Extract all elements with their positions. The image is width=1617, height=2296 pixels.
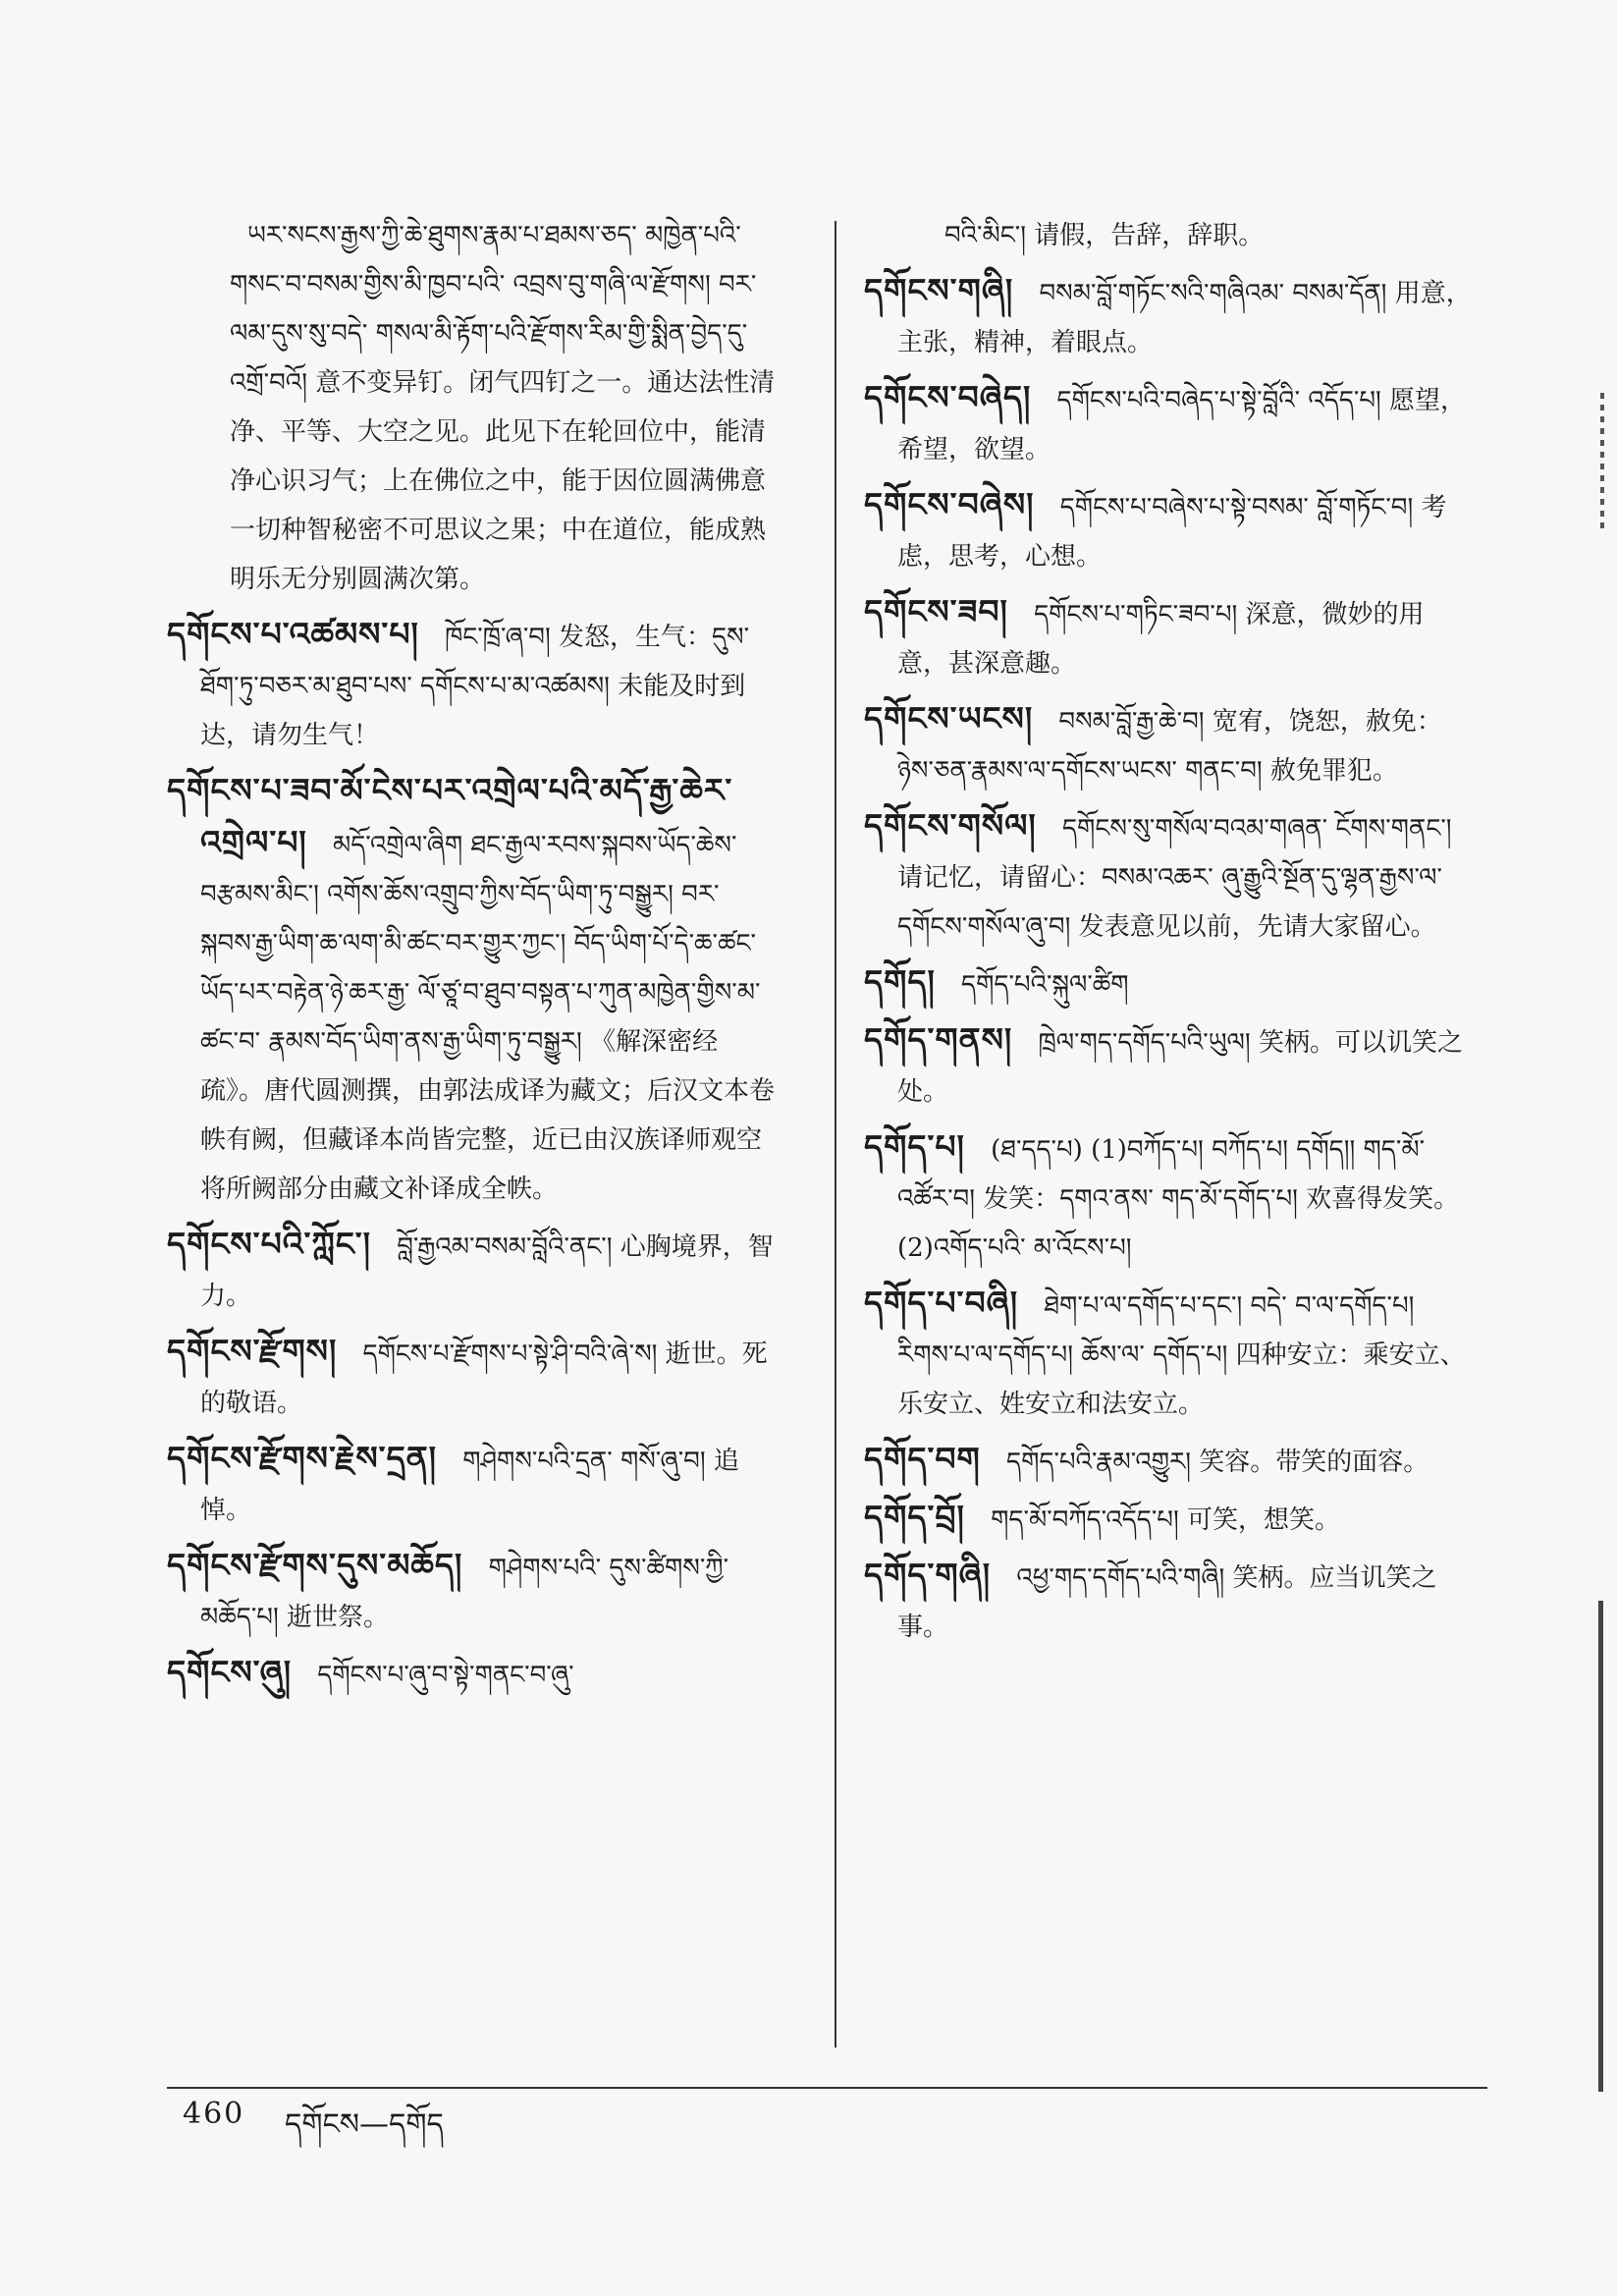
- dictionary-entry: [167, 1434, 776, 1535]
- entry-definition: གཤེགས་པའི་དྲན་ གསོ་ཞུ་བ། 追悼。: [200, 1447, 739, 1525]
- entry-definition: ཁྲེལ་གད་དགོད་པའི་ཡུལ། 笑柄。可以讥笑之处。: [897, 1028, 1463, 1107]
- entry-definition: དགོངས་སུ་གསོལ་བའམ་གཞན་ ངོགས་གནང་། 请记忆，请留心：བསམ་འཆར་ ཞུ་རྒྱུའི་སྔོན་དུ་ལྷན་རྒྱས་ལ་དགོངས་གསོལ་ཞུ་བ། 发表意见以前，先请大家留心。: [897, 814, 1452, 942]
- page-edge-mark: [1598, 1601, 1603, 2092]
- footer-rule: [167, 2087, 1487, 2089]
- dictionary-entry: [167, 1541, 776, 1642]
- page-edge-mark: [1600, 393, 1604, 530]
- dictionary-entry: [167, 610, 776, 760]
- running-head: དགོངས—དགོད: [285, 2107, 444, 2142]
- entry-definition: དགོངས་པ་ཞུ་བ་སྟེ་གནང་བ་ཞུ་: [317, 1661, 574, 1690]
- dictionary-entry: [864, 211, 1473, 260]
- entry-headword: དགོད་བག: [864, 1440, 981, 1478]
- entry-headword: དགོངས་ཟབ།: [864, 592, 1008, 630]
- entry-headword: དགོངས་པ་ཟབ་མོ་ངེས་པར་འགྲེལ་པའི་མདོ་རྒྱ་ཆེར་འགྲེལ་པ།: [167, 771, 733, 861]
- dictionary-entry: [864, 1493, 1473, 1545]
- entry-definition: ཁོང་ཁྲོ་ཞ་བ། 发怒，生气：དུས་ཐོག་ཏུ་བཅར་མ་ཐུབ་པས་ དགོངས་པ་མ་འཚམས། 未能及时到达，请勿生气！: [200, 623, 750, 750]
- entry-definition: མདོ་འགྲེལ་ཞིག ཐང་རྒྱལ་རབས་སྐབས་ཡོད་ཆེས་བརྩམས་མིང་། འགོས་ཆོས་འགྲུབ་ཀྱིས་བོད་ཡིག་ཏུ་བསྒྱུར། བར་ སྐབས་རྒྱ་ཡིག་ཆ་ལག་མི་ཚང་བར་གྱུར་ཀྱང་། བོད་ཡིག་པོ་དེ་ཆ་ཚང་ཡོད་པར་བརྟེན་ཉེ་ཆར་རྒྱ་ ལོ་ཙཱ་བ་ཐུབ་བསྟན་པ་ཀུན་མཁྱེན་གྱིས་མ་ཚང་བ་ རྣམས་བོད་ཡིག་ནས་རྒྱ་ཡིག་ཏུ་བསྒྱུར། 《解深密经疏》。唐代圆测撰，由郭法成译为藏文；后汉文本卷帙有阙，但藏译本尚皆完整，近已由汉族译师观空将所阙部分由藏文补译成全帙。: [200, 831, 776, 1204]
- dictionary-entry: [167, 211, 776, 604]
- entry-headword: དགོངས་བཞེད།: [864, 378, 1032, 416]
- entry-headword: དགོད་བྲོ།: [864, 1498, 965, 1536]
- entry-definition: དགོངས་པ་གཏིང་ཟབ་པ། 深意，微妙的用意，甚深意趣。: [897, 600, 1425, 679]
- entry-headword: དགོད།: [864, 962, 936, 1001]
- entry-definition: བསམ་བློ་རྒྱ་ཆེ་བ། 宽宥，饶恕，赦免：ཉེས་ཅན་རྣམས་ལ་དགོངས་ཡངས་ གནང་བ། 赦免罪犯。: [897, 707, 1442, 786]
- entry-headword: དགོད་གཞི།: [864, 1556, 992, 1594]
- column-divider: [835, 221, 836, 2048]
- entry-definition: གཤེགས་པའི་ དུས་ཚིགས་ཀྱི་མཆོད་པ། 逝世祭。: [200, 1554, 729, 1632]
- entry-headword: དགོད་པ།: [864, 1127, 965, 1166]
- entry-definition: བའི་མིང་། 请假，告辞，辞职。: [944, 221, 1265, 250]
- entry-definition: (ཐ་དད་པ) (1)བཀོད་པ། བཀོད་པ། དགོད།། གད་མོ་འཚོར་བ། 发笑：དགའ་ནས་ གད་མོ་དགོད་པ། 欢喜得发笑。(2)འགོད་པའི་ མ་འོངས་པ།: [897, 1135, 1460, 1263]
- entry-headword: དགོངས་བཞེས།: [864, 485, 1035, 523]
- dictionary-entry: [864, 1122, 1473, 1273]
- dictionary-entry: [167, 1327, 776, 1428]
- entry-headword: དགོངས་པ་འཚམས་པ།: [167, 615, 419, 653]
- dictionary-entry: [864, 373, 1473, 474]
- entry-headword: དགོངས་གཞི།: [864, 271, 1014, 309]
- entry-definition: དགོངས་པ་བཞེས་པ་སྟེ་བསམ་ བློ་གཏོང་བ། 考虑，思考，心想。: [897, 493, 1447, 572]
- entry-headword: དགོངས་རྫོགས་རྗེས་དྲན།: [167, 1439, 438, 1477]
- right-column: [864, 211, 1473, 1658]
- entry-definition: གད་མོ་བཀོད་འདོད་པ། 可笑，想笑。: [991, 1505, 1341, 1535]
- left-column: [167, 211, 776, 1706]
- entry-definition: དགོད་པའི་སྐུལ་ཚིག: [961, 970, 1129, 1000]
- entry-definition: ཐེག་པ་ལ་དགོད་པ་དང་། བདེ་ བ་ལ་དགོད་པ། རིགས་པ་ལ་དགོད་པ། ཆོས་ལ་ དགོད་པ། 四种安立：乘安立、乐安立、姓安立和法安立。: [897, 1291, 1466, 1419]
- entry-definition: དགོངས་པ་རྫོགས་པ་སྟེ་ཤི་བའི་ཞེ་ས། 逝世。死的敬语。: [200, 1339, 768, 1418]
- dictionary-entry: [864, 1435, 1473, 1487]
- dictionary-entry: [167, 1220, 776, 1321]
- entry-definition: བློ་རྒྱའམ་བསམ་བློའི་ནང་། 心胸境界，智力。: [200, 1232, 774, 1311]
- entry-definition: བསམ་བློ་གཏོང་སའི་གཞིའམ་ བསམ་དོན། 用意，主张，精神，着眼点。: [897, 279, 1472, 357]
- dictionary-entry: [864, 1551, 1473, 1652]
- entry-headword: དགོད་པ་བཞི།: [864, 1284, 1019, 1322]
- page-number: 460: [183, 2097, 245, 2131]
- dictionary-entry: [864, 266, 1473, 367]
- dictionary-entry: [864, 480, 1473, 581]
- entry-headword: དགོངས་རྫོགས་དུས་མཆོད།: [167, 1546, 463, 1584]
- entry-headword: དགོངས་ཞུ།: [167, 1653, 293, 1691]
- dictionary-entry: [864, 587, 1473, 688]
- entry-definition: ཡར་སངས་རྒྱས་ཀྱི་ཆེ་ཐུགས་རྣམ་པ་ཐམས་ཅད་ མཁྱེན་པའི་གསང་བ་བསམ་གྱིས་མི་ཁྱབ་པའི་ འབྲས་བུ་གཞི་ལ་རྫོགས། བར་ལམ་དུས་སུ་བདེ་ གསལ་མི་རྟོག་པའི་རྫོགས་རིམ་གྱི་སྨིན་བྱེད་དུ་ འགྲོ་བའོ། 意不变异钉。闭气四钉之一。通达法性清净、平等、大空之见。此见下在轮回位中，能清净心识习气；上在佛位之中，能于因位圆满佛意一切种智秘密不可思议之果；中在道位，能成熟明乐无分别圆满次第。: [230, 221, 776, 594]
- dictionary-entry: [167, 1648, 776, 1700]
- dictionary-entry: [167, 766, 776, 1214]
- entry-definition: འཕྱ་གད་དགོད་པའི་གཞི། 笑柄。应当讥笑之事。: [897, 1563, 1437, 1642]
- entry-headword: དགོངས་པའི་ཀློང་།: [167, 1225, 371, 1263]
- dictionary-entry: [864, 1015, 1473, 1117]
- entry-definition: དགོངས་པའི་བཞེད་པ་སྟེ་བློའི་ འདོད་པ། 愿望，希望，欲望。: [897, 386, 1467, 465]
- dictionary-entry: [864, 694, 1473, 795]
- entry-headword: དགོངས་རྫོགས།: [167, 1332, 338, 1370]
- entry-headword: དགོངས་གསོལ།: [864, 806, 1037, 845]
- entry-headword: དགོད་གནས།: [864, 1020, 1013, 1059]
- entry-definition: དགོད་པའི་རྣམ་འགྱུར། 笑容。带笑的面容。: [1006, 1448, 1429, 1477]
- dictionary-entry: [864, 1279, 1473, 1429]
- entry-headword: དགོངས་ཡངས།: [864, 699, 1034, 738]
- dictionary-entry: [864, 801, 1473, 952]
- dictionary-entry: [864, 957, 1473, 1010]
